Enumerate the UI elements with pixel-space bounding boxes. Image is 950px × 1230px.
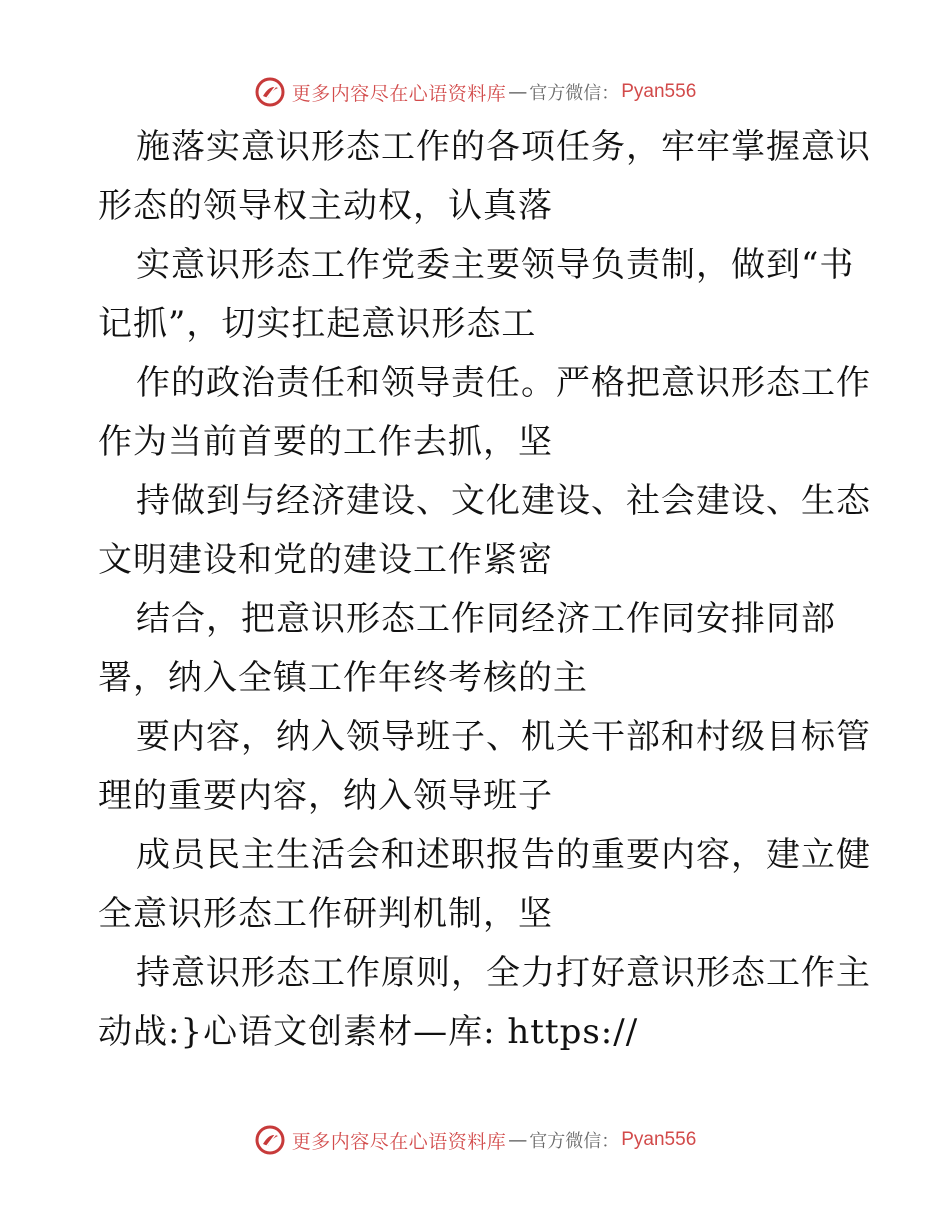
text-line: 持意识形态工作原则，全力打好意识形态工作主 [136,953,871,993]
text-line: 要内容，纳入领导班子、机关干部和村级目标管 [136,717,871,757]
wechat-label: 官方微信： [529,83,620,104]
text-line: 文明建设和党的建设工作紧密 [98,540,553,580]
body-paragraph [98,118,871,1062]
header-watermark-banner [0,72,950,112]
wechat-id: Pyan556 [621,81,697,102]
text-line: 实意识形态工作党委主要领导负责制，做到“书 [136,245,855,285]
brand-logo-icon [254,1124,286,1156]
text-line: 施落实意识形态工作的各项任务，牢牢掌握意识 [136,127,871,167]
banner-text: 更多内容尽在心语资料库 [291,82,507,105]
wechat-id: Pyan556 [621,1129,697,1150]
text-line: 成员民主生活会和述职报告的重要内容，建立健 [136,835,871,875]
wechat-label: 官方微信： [529,1131,620,1152]
banner-separator: — [508,81,528,103]
text-line: 署，纳入全镇工作年终考核的主 [98,658,588,698]
banner-text: 更多内容尽在心语资料库 [291,1130,507,1153]
text-line: 结合，把意识形态工作同经济工作同安排同部 [136,599,836,639]
text-line: 作为当前首要的工作去抓，坚 [98,422,553,462]
text-line: 动战:}心语文创素材—库: https:// [98,1012,639,1052]
text-line: 全意识形态工作研判机制，坚 [98,894,553,934]
footer-watermark-banner [0,1120,950,1160]
brand-logo-icon [254,76,286,108]
text-line: 作的政治责任和领导责任。严格把意识形态工作 [136,363,871,403]
text-line: 理的重要内容，纳入领导班子 [98,776,553,816]
text-line: 持做到与经济建设、文化建设、社会建设、生态 [136,481,871,521]
text-line: 形态的领导权主动权，认真落 [98,186,553,226]
text-line: 记抓”，切实扛起意识形态工 [98,304,537,344]
banner-separator: — [508,1129,528,1151]
